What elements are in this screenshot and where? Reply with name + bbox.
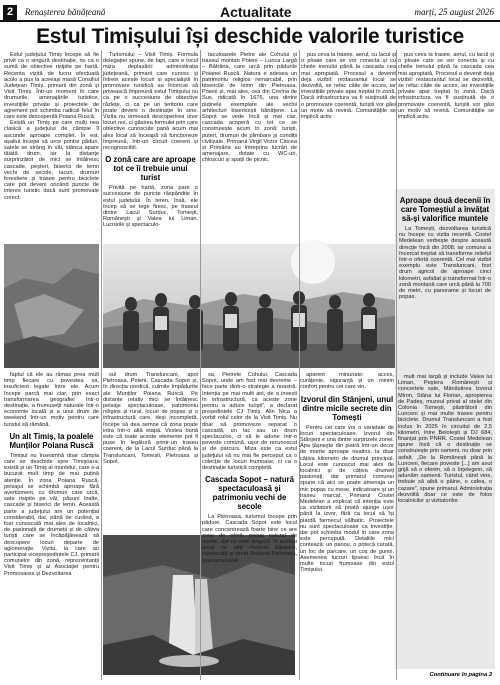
subheading: Izvorul din Stânjeni, unul dintre micile secrete din Tomești [300,394,394,422]
photo-officials-viewpoint [103,244,395,368]
page-number: 2 [3,5,17,20]
paragraph: pus ceva la trasee, aerul, cu lacul și o ploaie care se vor conecta și cu cheile trenului până la cascada cea mai apropiată. Procesul a devenit deja vizibil: restaurantul local se dezvoltă, se refac căile de acces, iar investițiile private apar treptat în zonă. Dacă infrastructura va fi susținută de o promovare coerentă, turiștii vor găsi un motiv să revină. Comunitățile se implică activ. [398,52,494,121]
paragraph: Estul județului Timiș începe să fie privit ca o singură destinație, nu ca o sumă de obiective risipite pe hartă. Recenta vizită de lucru efectuată acolo a pus la aceeași masă Consiliul Județean Timiș, primarii din zonă și Visit Timiș. Într-un moment în care drumurile, amenajările turistice, investițiile private și proiectele de agrement pot schimba radical felul în care este descoperită Poiana Ruscă. [4,52,99,121]
column-4-top [301,52,396,242]
paragraph: La Pietroasa, turismul începe prin pădure. Cascada Sopot este locul care concentrează foarte bine ce are zona de oferit: peisaj natural de munte, dar nu este singură. În același areal se află Peștera Albastră, cunoscută și drept Peștera Pietroasa, spectaculoasă [202,514,297,564]
bottom-column-4 [398,374,492,668]
column-divider [396,50,397,680]
paragraph: Există un Timiș pe care mulți nea clasică a județului de câmpie îl ascunde aproape complet. În est, așaltul începe să urce printre păduri, satele se strâng în văi, stânca apare tăiată drum, iar la distanțe surprinzător de mici se întâlnesc cascade, peșteri, biserici de lemn vechi de secole, lacuri, drumuri forestiere și trasee pentru biciclete care pot deveni oricând puncte de interes turistic dacă sunt promovate corect. [4,120,99,201]
photo-rocky-cliff [4,244,99,368]
column-5-top [398,52,494,188]
sun-glow-icon [291,240,335,284]
header-rule [0,20,500,22]
lower-column-1 [4,372,99,672]
subheading: Cascada Sopot – natură spectaculoasă și patrimoniu vechi de secole [205,475,294,512]
continued-note: Continuare în pagina 3 [429,672,492,678]
paragraph: taculoasele Pietre ale Cohului și traseul montan Poieni – Lunca Largă – Bătrâna, care urcă prin pădurile Poianei Ruscă. Natura e adesea un patrimoniu religios remarcabil, prin bisericile de lemn din Pietroasa, Poieni și, mai ales, cea din Crivina de Sus, ridicată în 1676, una dintre puținele exemplare ale vechii arhitecturi bisericești bănățene. La Sopot se vede încă și mai clar, cascada acoperă cu tot ce se construiește acum în zonă: turiști, puteri, drumuri de plimbare și condiții civilizate. Primarul Virgil Victor Ciocea și Primăria au întreprins lucrări de amenajare, dotate cu WC-uri, chioșcuri și spații de picnic. [202,52,297,164]
column-divider [101,50,102,680]
paragraph: La Tomești, dezvoltarea turistică nu începe cu vizita recentă. Costel Medelean verbește despre această direcție încă din 2008, iar comuna a încercat treptat să transforme relieful într-o ofertă coerentă. Cel mai vizibil exemplu este Transluncani, fost drum agricol de aproape cinci kilometri, asfaltat și transformat într-o zonă montană care urcă până la 700 de metri, cu panorame și locuri de popas. [399,226,492,301]
article-headline: Estul Timișului își deschide valorile turistice [36,25,464,48]
issue-date: marți, 25 august 2026 [414,7,494,17]
paragraph: sa, Pietrele Cohului, Cascada Sopot, unde am fost mai devreme – face parte dintr-o strategie a noastră. Intenția pe mai multi ani, de a investi în infrastructură, ca aceste zone pentru a aduce turiști”, a declarat președintele CJ Timiș. Alin Nica a vorbit rolul celor de la Visit Timiș. Nu doar să promoveze separat o cascadă, un lac sau un drum spectaculos, ci să le adune într-o poveste comună, ușor de recunoscut și de parcurs. Miza este ca estul județului să nu mai fie perceput ca o colecție de locuri frumoase, ci ca o destinație turistică completă. [202,372,297,472]
subheading: O zonă care are aproape tot ce îi trebuie unui turist [105,155,196,183]
lower-column-2 [103,372,198,532]
paragraph: pus ceva la trasee, aerul, cu lacul și o ploaie care se vor conecta și cu cheile trenului până la cascada cea mai apropiată. Procesul a devenit deja vizibil: restaurantul local se dezvoltă, se refac căile de acces, iar investițiile private apar treptat în zonă. Dacă infrastructura va fi susținută de o promovare coerentă, turiștii vor găsi un motiv să revină. Comunitățile se implică activ. [301,52,396,121]
sidebar-text [399,192,491,372]
paragraph: mult mai largă și include Valea lui Liman, Peștera Românești și concertele sale, Mănăstirea Izvorul Miron, Stâna lui Florian, apropierea de Padeș, muzeul privat al stelei din Colonia Tomești, păstrătorii din Lunceni și mai multe trasee pentru biciclete. Drumul Transluncani a fost inclus în 2025 în circuitul de 2,5 kilometri, între Belotești și DJ 684, finanțat prin PNRR. Costel Medelean spune însă că o destinație se construiește prin oameni, nu doar prin asfalt. „De la Românești până la Lunceni, fiecare poveste [...] am avut grijă să o oferim, să o înțelegem, să adunăm oamenii. Turistul, când vine, trebuie să aibă o pâine, o cafea, o cazare”, spune primarul. Administrația dezvoltă doar ce este de folos localnicilor și vizitatorilor. [398,374,492,505]
rock-cliff-icon [4,244,99,368]
section-title: Actualitate [220,4,292,20]
column-3 [202,52,297,242]
publication-name: Renașterea bănățeană [25,7,106,17]
lower-column-3 [202,372,297,564]
paragraph: Pentru cei care vor o varietate de locuri spectaculoase, Izvorul din Stânjeni e una dintre surprizele zonei. Apa țâșnește din piatră într-un decor de munte aproape neatins, la doar câțiva kilometri de drumul principal. Locul este cunoscut mai ales de localnici și de câțiva drumeți pasionați, dar primarul comunei spune că aici se poate amenaja un mic popas cu mese, indicatoare și un traseu marcat. Primarul Costel Medelean a explicat că intenția este ca vizitatorii să poată ajunge ușor până la izvor, fără ca locul să își piardă farmecul sălbatic. Proiectele nu sunt spectaculoase ca investiție, dar pot schimba modul în care zona este percepută. Detaliile mici contează: un panou, o potecă curată, un loc de parcare, un coș de gunoi. Asemenea lucruri lipsesc încă în multe locuri frumoase din estul Timișului. [300,424,394,574]
column-divider [200,50,201,680]
column-divider [299,50,300,680]
paragraph: Timișul nu înseamnă doar câmpia care se deschide spre Timișoara; există și un Timiș al muntelui, care s-a bucurat mult timp de mai puțină atenție. În zona Poiana Ruscă, peisajul se schimbă aproape fără avertisment, cu drumuri care urcă, sate risipite pe văi, pășuni înalte, cascade și biserici de lemn. Această parte a județului are un potențial considerabil, dar, până de curând, a fost cunoscută mai ales de localnici, de pasionații de drumeții și de câțiva turiști care se încăpățânează să descopere locuri departe de aglomerație. Vizita, la care au participat vicepreședintele CJ, primarii comunelor din zonă, reprezentanții Visit Timiș și ai Asociației pentru Promovarea și Dezvoltarea [4,452,99,577]
paragraph: Turismului – Visit Timiș. Formula delegației spune, de fapt, care e tocul miza deplasării: administrația județeană, primarii care cunosc și întrein aceste locuri și specialiștii în promovare turistică au încercat să privească împreună estul Timișului nu ca pe o succesiune de obiective răzlețe, ci ca pe un teritoriu care poate deveni o destinație în sine. Vizita nu urmează descoperirea unor locuri noi, ci găsirea formulei prin care obiective cunoscute pană acum mai ales local să înceapă să funcționeze împreună, într-un circuit coerent și recognoscibil. [103,52,198,152]
bottom-column-3 [300,372,394,672]
subheading: Aproape două decenii în care Tomeștiul a învățat să-și valorifice muntele [399,196,491,223]
page-header [0,0,500,23]
paragraph: Privită pe hartă, zona pare o succesiune de puncte răspândite în estul județului. În teren, însă, ele încep să se lege firesc, pe traseul dintre Lacul Surduc, Tomești, Românești și Valea lui Liman. Lucrurile și spectaculo- [103,185,198,229]
paragraph: sul drum Transluncani, apoi Pietroasa, Poieni, Cascada Sopot și, în direcția nordică, culmile împădurite ale Munților Poiana Ruscă. Pe distanțe relativ mici se întâlnesc peisaje spectaculoase, patrimoniu religios și rural, locuri de popas și o infrastructură care, deși incompletă, începe să dea semne că zona poate intra într-o altă etapă. Vestea bună este că toate aceste elemente pot fi puse în legătură printr-un traseu coerent, de la Lacul Surduc până la Transluncani, Tomești, Pietroasa și Sopot. [103,372,198,465]
paragraph: aparent minunate: acces, curățenie, siguranță și un minim confort pentru cei care vin. [300,372,394,391]
subheading: Un alt Timiș, la poalele Munților Poiana Ruscă [9,431,94,450]
paragraph: faptul că ele au rămas prea mult timp fiecare cu povestea sa, insuficient legate între ele. Acum începe parcă mai clar, prin exact transformarea geografiei într-o destinație, a frumuseții naturale într-o economie locală și a unui drum de weekend într-un motiv pentru care turistul să rămână. [4,372,99,428]
column-2 [103,52,198,242]
